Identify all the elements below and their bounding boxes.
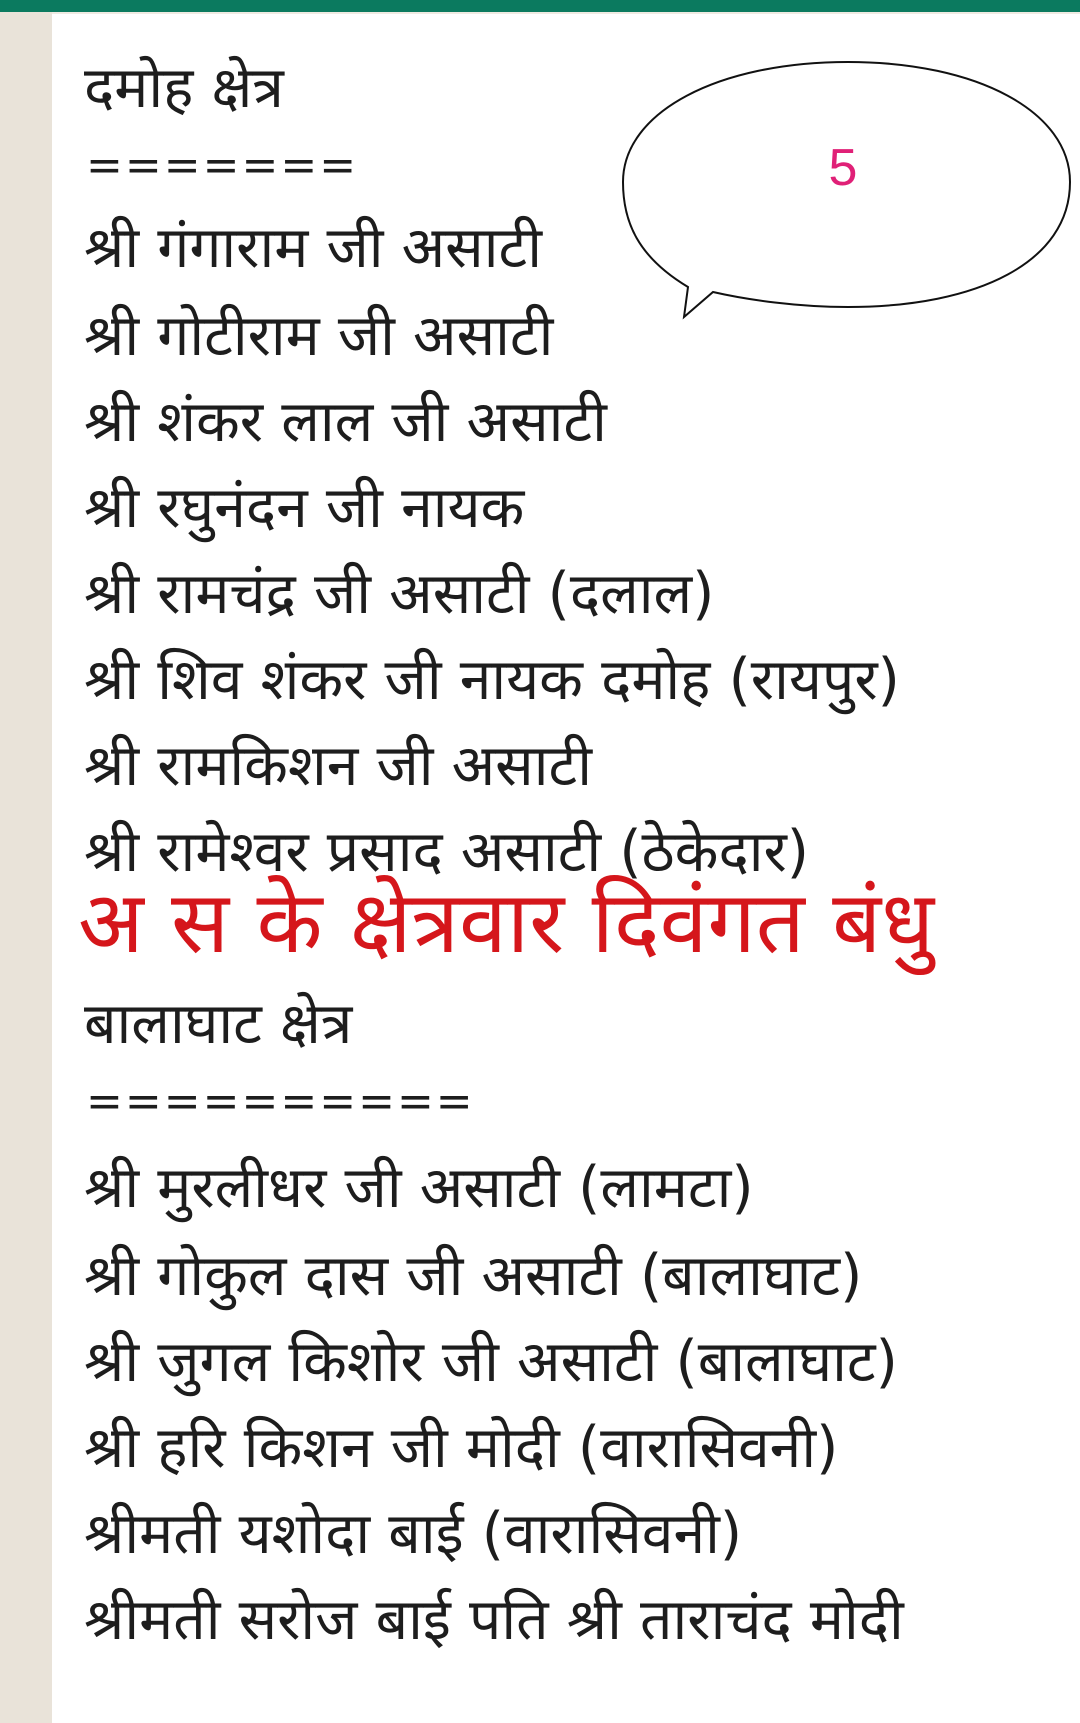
list-item: श्री मुरलीधर जी असाटी (लामटा) [84,1155,754,1221]
list-item: श्री शंकर लाल जी असाटी [84,389,607,455]
list-item: श्री रामेश्वर प्रसाद असाटी (ठेकेदार) [84,819,810,885]
list-item: श्री गोटीराम जी असाटी [84,303,554,369]
list-item: श्री रामकिशन जी असाटी [84,733,592,799]
list-item: श्री जुगल किशोर जी असाटी (बालाघाट) [84,1329,898,1395]
section-title-damoh: दमोह क्षेत्र [84,55,284,121]
list-item: श्री गोकुल दास जी असाटी (बालाघाट) [84,1243,863,1309]
separator-balaghat: ========== [86,1076,475,1127]
list-item: श्री रामचंद्र जी असाटी (दलाल) [84,561,715,627]
chat-wallpaper [0,12,52,1723]
section-title-balaghat: बालाघाट क्षेत्र [84,991,353,1057]
list-item: श्री गंगाराम जी असाटी [84,215,542,281]
list-item: श्री हरि किशन जी मोदी (वारासिवनी) [84,1415,839,1481]
list-item: श्री शिव शंकर जी नायक दमोह (रायपुर) [84,647,900,713]
speech-bubble-number: 5 [828,139,858,197]
headline: अ स के क्षेत्रवार दिवंगत बंधु [78,873,935,973]
top-status-bar [0,0,1080,12]
separator-damoh: ======= [86,140,359,191]
list-item: श्रीमती यशोदा बाई (वारासिवनी) [84,1501,743,1567]
list-item: श्री रघुनंदन जी नायक [84,475,525,541]
list-item: श्रीमती सरोज बाई पति श्री ताराचंद मोदी [84,1587,904,1653]
